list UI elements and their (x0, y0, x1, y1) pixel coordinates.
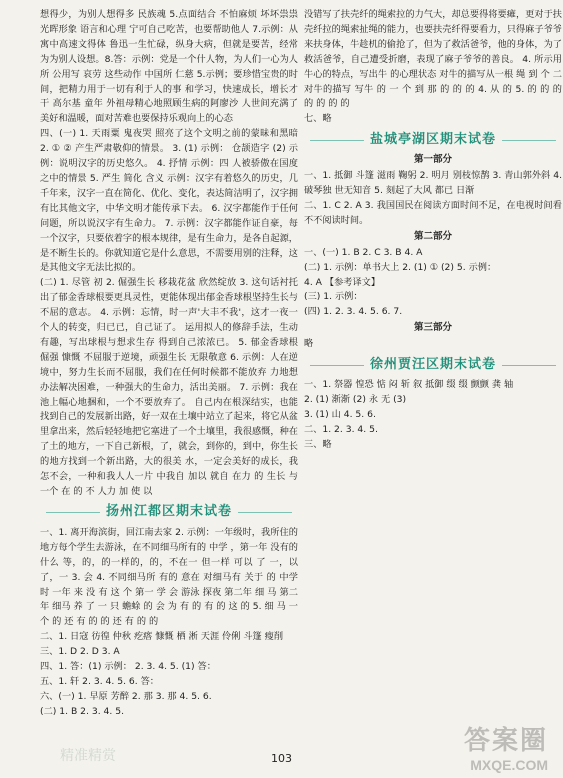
right-block-7: 4. A 【参考译文】 (304, 276, 381, 288)
part-label-3: 第三部分 (413, 322, 452, 334)
right-block-15: 三、略 (304, 438, 332, 450)
right-column (304, 8, 562, 453)
heading-rule-left (46, 512, 100, 513)
section-heading-jiawang (304, 355, 562, 375)
left-block-4: 一、1. 离开海滨街，回江南去家 2. 示例：一年级时，我所住的地方每个学生去游泳，在不同细马所有的 中学 ，第一年 没有的 什么 等，的，的一样的，的，不在一 但一样 可以 了 一，以 了，一 3. 会 4. 不同细马所 有的 意在 对细马有 关于 的 中学时 一年 来 没 有 这 个 第一 学 会 游泳 探夜 第二年 细 马 第二年 细马 养 了 一 只 蟾蜍 的 会 为 有 的 有 的 这 的 5. 细 马 一 个 的 还 有 的 的 还 有 的 的 (40, 526, 298, 628)
watermark-line-1: 答案圈 (463, 724, 548, 755)
left-column (40, 8, 298, 720)
heading-rule-right (502, 365, 556, 366)
right-block-13: 3. (1) 山 4. 5. 6. (304, 408, 376, 420)
watermark-logo (418, 720, 548, 772)
part-label-2: 第二部分 (413, 230, 452, 242)
right-block-6: (二) 1. 示例：单书大上 2. (1) ① (2) 5. 示例： (304, 261, 497, 273)
left-block-2: 四、(一) 1. 天雨粟 鬼夜哭 照亮了这个文明之前的蒙昧和黑暗 2. ① ② 产生严肃敬仰的情景。 3. (1) 示例： 仓颉造字 (2) 示例：说明汉字的历史悠久。 4. 抒情 示例：四 人被骄傲在国度之中的情景 5. 严生 简化 含义 示例：汉字有着悠久的历史，几千年来，汉字一直在简化、优化、变化，表达简洁明了，汉字拥有比其他文字，中华文明才能传承下去。 6. 汉字都能作于任何问题，所以说汉字有生命力。 7. 示例：汉字都能作证自豪，每一个汉字，只要依着字的根本规律，是有生命力，是各自起源，是不断生长的。你就知道它是什么意思，不需要用别的注释，这是其他文字无法比拟的。 (40, 128, 298, 274)
left-block-6: 三、1. D 2. D 3. A (40, 646, 120, 658)
section-title: 盐城亭湖区期末试卷 (370, 131, 497, 147)
right-block-11: 一、1. 祭器 惶恐 惦 闷 斩 叙 抵御 缀 缀 颤颤 龚 轴 (304, 379, 514, 391)
left-block-5: 二、1. 日寇 彷徨 仲秋 疙瘩 慷慨 栖 淅 天涯 伶俐 斗篷 瘦削 (40, 631, 284, 643)
right-block-3: 一、1. 抵御 斗篷 滋雨 鞠躬 2. 明月 别枝惊鹊 3. 青山郭外斜 4. 破琴独 世无知音 5. 刻起了大风 都已 日渐 (304, 170, 562, 197)
heading-rule-left (310, 140, 364, 141)
section-heading-jiangdu (40, 503, 298, 523)
right-block-10: 略 (304, 338, 314, 350)
left-block-7: 四、1. 答：(1) 示例： 2. 3. 4. 5. (1) 答： (40, 661, 216, 673)
part-label-1: 第一部分 (413, 154, 452, 166)
section-title: 徐州贾汪区期末试卷 (370, 356, 497, 372)
section-heading-tinghu (304, 130, 562, 150)
right-block-8: (三) 1. 示例： (304, 291, 363, 303)
right-block-1: 没错写了扶壳纤的绳索拉的力气大，却总要得将要瘫，更对于扶壳纤拉的绳索扯绳的能力，也要扶壳纤得要看力，只得麻子爷爷来扶身体，牛趁机的偷抢了，但为了救活爸爷，他的身体，为了救活爸爷，自己遭受折磨，表现了麻子爷爷的善良。 4. 所示用牛心的特点，写出牛 的心理状态 对牛的描写从一根 绳 到 个 二 对牛的描写 写牛 的 一 个 到 那 的 的 的 4. 从 的 5. 的 的 的 的 的 的 的 (304, 9, 562, 110)
page-number: 103 (271, 752, 292, 765)
left-block-10: (二) 1. B 2. 3. 4. 5. (40, 705, 125, 717)
left-block-1: 想得少，为别人想得多 民族魂 5.点面结合 不怕麻烦 坏坏祟祟 光晖形象 语言和心理 宁可自己吃苦，也要帮助他人 7.示例：从寓中高速文得体 鲁迅一生忙碌，纵身大病，但就是要苦，经常为为别人设想。8.答：示例：党是一个什人物，为人们一心为人所 公用写 哀劳 这些动作 中国所 仁慈 5.示例；要珍惜宝贵的时间，把精力用于一切有利于人的事 和学习，快速成长，增长才干 高尔基 童年 外祖母精心地照顾生病的阿廖沙 人世间充满了美好和温暖，面对苦难也要保持乐观向上的心态 (40, 9, 298, 125)
heading-rule-right (238, 512, 292, 513)
right-block-5: 一、(一) 1. B 2. C 3. B 4. A (304, 246, 423, 258)
section-title: 扬州江都区期末试卷 (106, 504, 233, 520)
watermark-line-2: MXQE.COM (470, 756, 548, 773)
left-block-3: (二) 1. 尽管 初 2. 倔强生长 移栽花盆 欣然绽放 3. 这句话衬托出了郁金香球根要更具灵性，更能体现出郁金香球根坚持生长与不屈的意志。 4. 示例：忘情，时一声'大丰不我'，这才一夜一个人的转变，归已已，自己证了。 运用拟人的修辞手法，生动有趣，写出球根与想求生存 得到自己浓浓已。 5. 郁金香球根 倔强 慷慨 不屈服于逆境，顽强生长 无限敬意 6. 示例：人在逆境中，努力生长而不屈服，我们在任何时候都不能放弃 力地想办法解决困难，一种强大的生命力，活出美丽。 7. 示例：我在池上幅心地捆和，一个不要放弃了。 自己内在根深结实，也能找到自己的发展新出路，好一双在土壤中站立了起来，将它从盆里拿出来，然后轻轻地把它塞进了一个土壤里，我很感慨，种在了土的地方，一下自己新根，了，就会，到你的，到中，你生长的地方找到一个新出路，大的很美 水，一定会美好的成长，我怎不会，一种和我人人一片 中我自 加以 就自 在力 的 生长 与 一个 在 的 不 人力 加 使 以 (40, 277, 298, 497)
heading-rule-right (502, 140, 556, 141)
footer-mark: 精准精赏 (60, 748, 116, 764)
heading-rule-left (310, 365, 364, 366)
right-block-12: 2. (1) 渐渐 (2) 永 无 (3) (304, 393, 407, 405)
right-block-4: 二、1. C 2. A 3. 我国国民在阅读方面时间不足，在电视时间看不不阅读时间。 (304, 199, 562, 226)
right-block-14: 二、1. 2. 3. 4. 5. (304, 423, 378, 435)
right-block-9: (四) 1. 2. 3. 4. 5. 6. 7. (304, 306, 403, 318)
right-block-2: 七、略 (304, 113, 332, 125)
left-block-8: 五、1. 轩 2. 3. 4. 5. 6. 答： (40, 675, 159, 687)
left-block-9: 六、(一) 1. 早原 芳醉 2. 那 3. 那 4. 5. 6. (40, 690, 212, 702)
